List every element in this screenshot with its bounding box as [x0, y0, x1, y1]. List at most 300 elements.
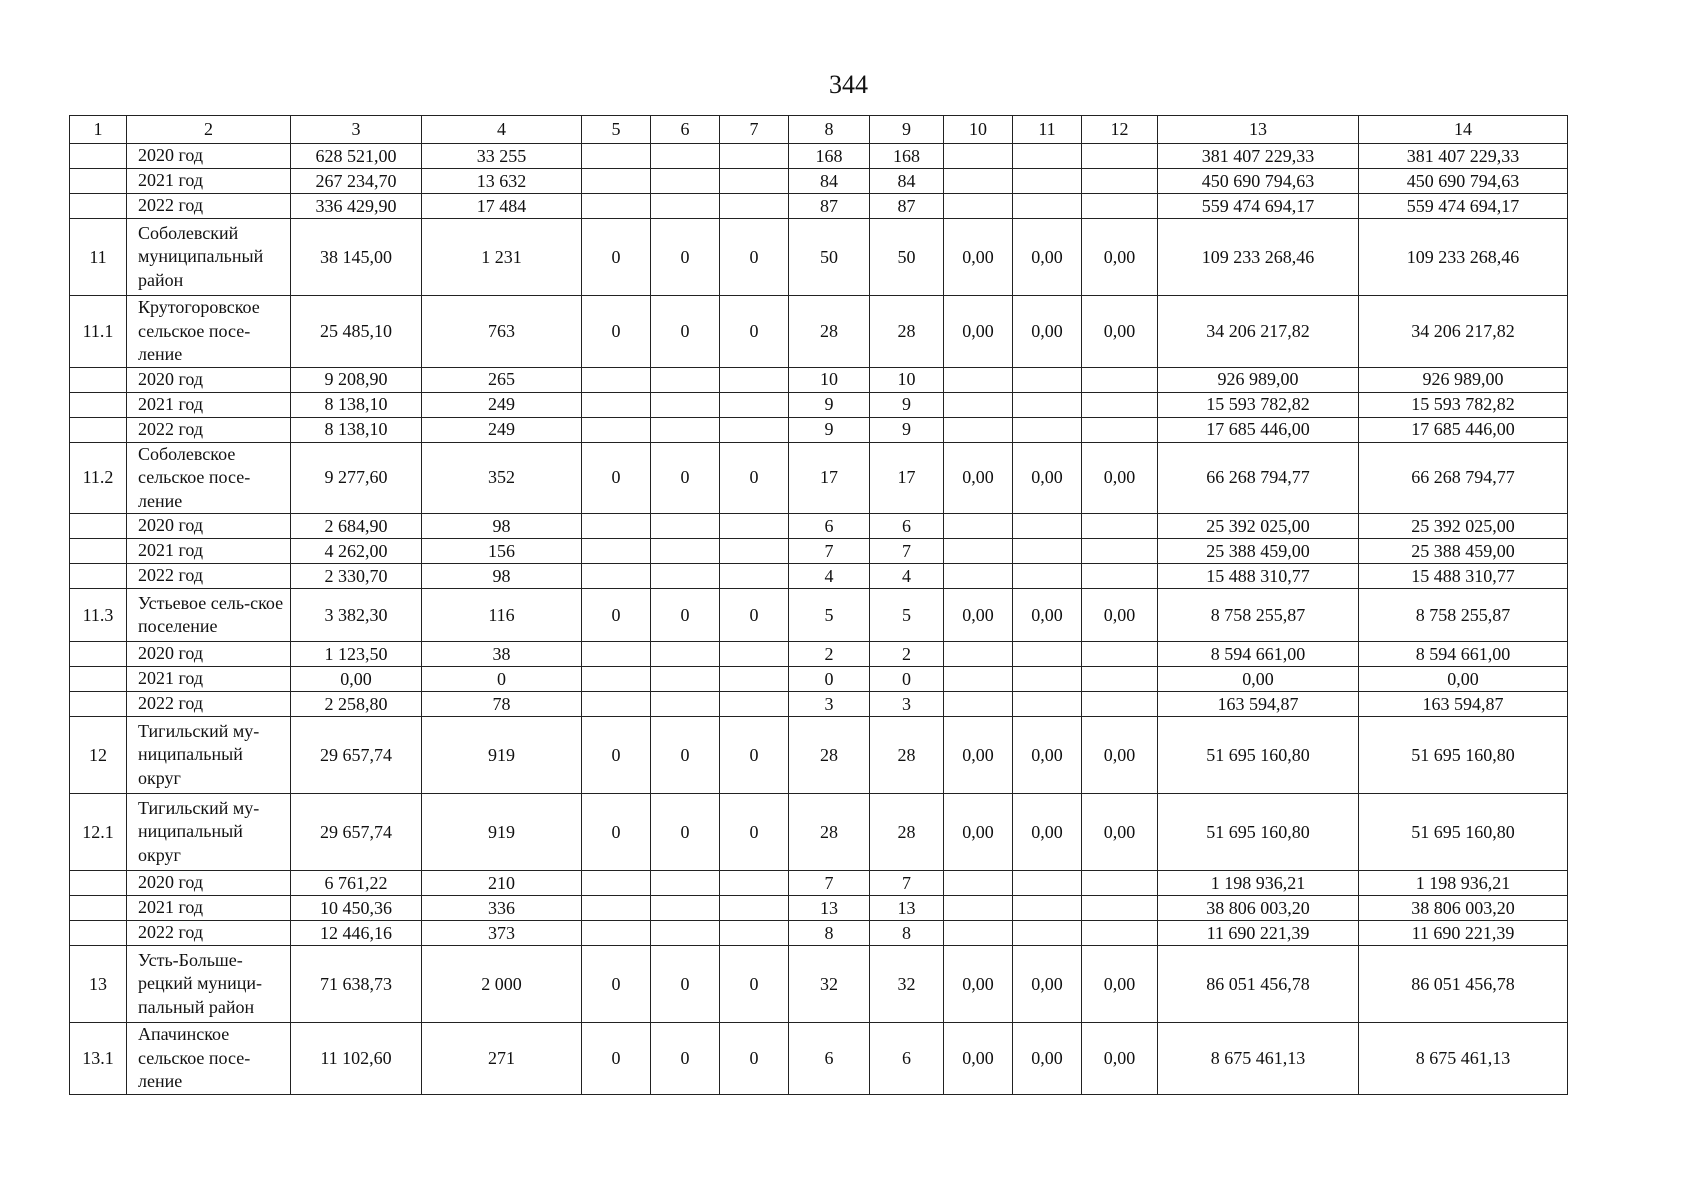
table-cell	[651, 144, 720, 169]
table-cell	[1013, 896, 1082, 921]
table-cell	[1013, 667, 1082, 692]
table-cell: 156	[422, 539, 582, 564]
table-cell: 3	[789, 692, 870, 717]
row-number-cell	[70, 564, 127, 589]
table-cell: 34 206 217,82	[1359, 296, 1568, 368]
table-cell	[720, 514, 789, 539]
table-cell: 11 690 221,39	[1158, 921, 1359, 946]
name-cell: 2020 год	[127, 871, 291, 896]
table-cell	[1082, 896, 1158, 921]
table-cell: 51 695 160,80	[1359, 794, 1568, 871]
table-cell: 210	[422, 871, 582, 896]
table-cell: 15 488 310,77	[1158, 564, 1359, 589]
table-cell: 5	[870, 589, 944, 642]
table-cell: 78	[422, 692, 582, 717]
table-cell: 0,00	[944, 296, 1013, 368]
year-row	[70, 367, 1568, 392]
table-cell: 4 262,00	[291, 539, 422, 564]
year-row	[70, 564, 1568, 589]
table-cell	[1082, 392, 1158, 417]
table-cell: 3	[870, 692, 944, 717]
table-cell	[1013, 392, 1082, 417]
table-cell: 2	[870, 642, 944, 667]
table-cell: 28	[870, 794, 944, 871]
table-cell: 2 330,70	[291, 564, 422, 589]
table-cell: 0	[720, 589, 789, 642]
table-cell	[944, 564, 1013, 589]
row-number-cell	[70, 642, 127, 667]
table-cell	[582, 896, 651, 921]
table-cell: 450 690 794,63	[1359, 169, 1568, 194]
table-cell: 86 051 456,78	[1359, 946, 1568, 1023]
table-cell	[1013, 539, 1082, 564]
table-cell	[582, 539, 651, 564]
table-body	[70, 116, 1568, 1095]
table-cell	[1013, 921, 1082, 946]
name-cell: 2021 год	[127, 667, 291, 692]
table-cell: 0	[720, 296, 789, 368]
table-cell: 38 806 003,20	[1359, 896, 1568, 921]
table-cell: 15 593 782,82	[1359, 392, 1568, 417]
table-cell: 559 474 694,17	[1158, 194, 1359, 219]
table-cell: 34 206 217,82	[1158, 296, 1359, 368]
table-cell: 0,00	[1082, 589, 1158, 642]
table-cell	[720, 169, 789, 194]
table-cell	[1082, 539, 1158, 564]
table-cell	[1013, 417, 1082, 442]
table-cell	[1013, 169, 1082, 194]
row-number-cell	[70, 194, 127, 219]
table-cell	[944, 367, 1013, 392]
row-number-cell: 11.3	[70, 589, 127, 642]
table-cell: 8 675 461,13	[1359, 1023, 1568, 1095]
table-cell	[582, 367, 651, 392]
table-cell	[944, 692, 1013, 717]
table-cell: 1 198 936,21	[1359, 871, 1568, 896]
table-cell	[720, 194, 789, 219]
table-cell: 0,00	[1158, 667, 1359, 692]
name-cell: 2021 год	[127, 392, 291, 417]
table-cell	[1082, 667, 1158, 692]
name-cell: 2022 год	[127, 921, 291, 946]
table-cell: 163 594,87	[1359, 692, 1568, 717]
table-cell	[720, 144, 789, 169]
territory-row	[70, 219, 1568, 296]
table-cell: 0,00	[1013, 219, 1082, 296]
table-cell: 11 690 221,39	[1359, 921, 1568, 946]
row-number-cell: 12	[70, 717, 127, 794]
year-row	[70, 144, 1568, 169]
table-cell: 0,00	[1013, 1023, 1082, 1095]
table-cell	[1013, 367, 1082, 392]
table-cell	[944, 514, 1013, 539]
year-row	[70, 514, 1568, 539]
table-cell: 0,00	[944, 794, 1013, 871]
table-cell: 0	[651, 442, 720, 514]
table-cell	[651, 692, 720, 717]
table-cell: 267 234,70	[291, 169, 422, 194]
table-cell	[582, 194, 651, 219]
column-header: 2	[127, 116, 291, 144]
column-header: 12	[1082, 116, 1158, 144]
table-cell: 0,00	[1082, 296, 1158, 368]
row-number-cell	[70, 367, 127, 392]
table-cell: 0	[582, 946, 651, 1023]
table-cell: 0,00	[944, 589, 1013, 642]
year-row	[70, 169, 1568, 194]
table-cell: 926 989,00	[1158, 367, 1359, 392]
table-cell: 10	[789, 367, 870, 392]
name-cell: 2022 год	[127, 692, 291, 717]
name-cell: 2022 год	[127, 564, 291, 589]
year-row	[70, 871, 1568, 896]
row-number-cell: 12.1	[70, 794, 127, 871]
table-cell	[582, 392, 651, 417]
table-cell: 10	[870, 367, 944, 392]
table-cell: 8	[789, 921, 870, 946]
row-number-cell: 13	[70, 946, 127, 1023]
year-row	[70, 539, 1568, 564]
table-cell	[651, 921, 720, 946]
table-cell: 28	[870, 296, 944, 368]
table-cell: 0,00	[1082, 794, 1158, 871]
table-cell: 0	[582, 717, 651, 794]
name-cell: Апачинское сельское посе-ление	[127, 1023, 291, 1095]
table-cell: 628 521,00	[291, 144, 422, 169]
table-cell	[720, 871, 789, 896]
table-cell: 0,00	[291, 667, 422, 692]
table-cell	[1013, 194, 1082, 219]
table-cell: 84	[870, 169, 944, 194]
table-cell: 25 392 025,00	[1359, 514, 1568, 539]
table-cell: 8 758 255,87	[1359, 589, 1568, 642]
table-cell: 336	[422, 896, 582, 921]
table-cell: 6 761,22	[291, 871, 422, 896]
table-cell: 9 208,90	[291, 367, 422, 392]
table-cell: 6	[789, 514, 870, 539]
territory-row	[70, 1023, 1568, 1095]
table-cell	[1082, 367, 1158, 392]
table-cell	[1013, 692, 1082, 717]
table-cell: 4	[789, 564, 870, 589]
name-cell: 2020 год	[127, 144, 291, 169]
table-cell: 0	[870, 667, 944, 692]
table-cell: 3 382,30	[291, 589, 422, 642]
table-cell	[720, 367, 789, 392]
table-cell: 8 138,10	[291, 392, 422, 417]
table-cell	[944, 921, 1013, 946]
column-header: 13	[1158, 116, 1359, 144]
table-cell	[1082, 692, 1158, 717]
table-cell: 13	[870, 896, 944, 921]
table-cell	[1013, 871, 1082, 896]
table-cell: 12 446,16	[291, 921, 422, 946]
table-cell: 7	[870, 871, 944, 896]
table-cell: 25 392 025,00	[1158, 514, 1359, 539]
row-number-cell	[70, 667, 127, 692]
territory-row	[70, 946, 1568, 1023]
table-cell	[651, 194, 720, 219]
table-cell: 6	[870, 1023, 944, 1095]
table-cell: 0	[720, 219, 789, 296]
table-cell	[651, 169, 720, 194]
table-cell: 17 484	[422, 194, 582, 219]
table-cell	[1013, 144, 1082, 169]
table-cell: 919	[422, 717, 582, 794]
table-cell: 163 594,87	[1158, 692, 1359, 717]
name-cell: 2020 год	[127, 642, 291, 667]
table-cell: 373	[422, 921, 582, 946]
table-cell	[944, 392, 1013, 417]
table-cell: 381 407 229,33	[1359, 144, 1568, 169]
name-cell: 2022 год	[127, 194, 291, 219]
row-number-cell: 11.1	[70, 296, 127, 368]
table-cell: 33 255	[422, 144, 582, 169]
name-cell: Соболевский муниципальный район	[127, 219, 291, 296]
table-cell: 0,00	[1013, 442, 1082, 514]
table-cell: 0	[651, 589, 720, 642]
table-cell: 25 485,10	[291, 296, 422, 368]
table-cell	[1082, 144, 1158, 169]
row-number-cell	[70, 539, 127, 564]
column-header: 4	[422, 116, 582, 144]
table-cell: 450 690 794,63	[1158, 169, 1359, 194]
table-cell: 0	[720, 442, 789, 514]
table-cell: 9	[870, 417, 944, 442]
table-cell: 87	[870, 194, 944, 219]
table-cell: 2 684,90	[291, 514, 422, 539]
table-cell: 0	[651, 296, 720, 368]
table-cell	[1082, 642, 1158, 667]
table-cell: 763	[422, 296, 582, 368]
year-row	[70, 417, 1568, 442]
table-cell: 1 231	[422, 219, 582, 296]
table-cell: 0,00	[1082, 219, 1158, 296]
column-header: 8	[789, 116, 870, 144]
territory-row	[70, 589, 1568, 642]
table-cell	[720, 417, 789, 442]
table-cell	[944, 194, 1013, 219]
table-cell: 109 233 268,46	[1359, 219, 1568, 296]
table-cell: 6	[789, 1023, 870, 1095]
table-cell	[651, 896, 720, 921]
table-cell: 271	[422, 1023, 582, 1095]
column-header: 5	[582, 116, 651, 144]
table-cell: 25 388 459,00	[1158, 539, 1359, 564]
table-cell: 15 593 782,82	[1158, 392, 1359, 417]
table-cell: 7	[870, 539, 944, 564]
table-cell: 0,00	[1013, 589, 1082, 642]
table-cell: 0	[582, 589, 651, 642]
table-cell: 17	[789, 442, 870, 514]
table-cell	[720, 539, 789, 564]
table-cell: 29 657,74	[291, 717, 422, 794]
table-cell: 8	[870, 921, 944, 946]
table-cell: 32	[870, 946, 944, 1023]
table-cell	[944, 144, 1013, 169]
table-cell: 0	[582, 296, 651, 368]
table-cell: 0,00	[944, 219, 1013, 296]
table-cell: 9	[789, 417, 870, 442]
year-row	[70, 194, 1568, 219]
table-cell	[720, 392, 789, 417]
table-cell: 0,00	[944, 1023, 1013, 1095]
territory-row	[70, 717, 1568, 794]
table-cell: 8 675 461,13	[1158, 1023, 1359, 1095]
table-cell	[582, 564, 651, 589]
table-cell	[651, 392, 720, 417]
table-cell: 28	[789, 296, 870, 368]
table-cell: 336 429,90	[291, 194, 422, 219]
table-cell	[1013, 642, 1082, 667]
table-cell: 0,00	[1013, 717, 1082, 794]
row-number-cell: 13.1	[70, 1023, 127, 1095]
table-cell: 0,00	[1082, 1023, 1158, 1095]
table-cell: 7	[789, 871, 870, 896]
table-cell: 84	[789, 169, 870, 194]
table-cell: 28	[789, 794, 870, 871]
table-cell	[1082, 921, 1158, 946]
row-number-cell	[70, 871, 127, 896]
column-header: 3	[291, 116, 422, 144]
table-cell: 25 388 459,00	[1359, 539, 1568, 564]
table-cell	[651, 871, 720, 896]
column-header: 11	[1013, 116, 1082, 144]
table-cell: 4	[870, 564, 944, 589]
table-cell: 50	[870, 219, 944, 296]
table-cell: 249	[422, 417, 582, 442]
table-cell	[720, 564, 789, 589]
table-cell: 0	[720, 946, 789, 1023]
table-cell: 98	[422, 514, 582, 539]
table-cell: 11 102,60	[291, 1023, 422, 1095]
table-cell: 51 695 160,80	[1359, 717, 1568, 794]
table-cell: 0	[582, 219, 651, 296]
name-cell: 2020 год	[127, 514, 291, 539]
table-cell: 10 450,36	[291, 896, 422, 921]
row-number-cell: 11	[70, 219, 127, 296]
table-cell: 98	[422, 564, 582, 589]
table-cell: 51 695 160,80	[1158, 717, 1359, 794]
table-cell	[1082, 871, 1158, 896]
name-cell: 2021 год	[127, 896, 291, 921]
table-cell: 15 488 310,77	[1359, 564, 1568, 589]
table-cell	[944, 667, 1013, 692]
table-cell	[582, 667, 651, 692]
table-cell	[944, 169, 1013, 194]
row-number-cell	[70, 692, 127, 717]
table-cell	[582, 871, 651, 896]
table-cell: 87	[789, 194, 870, 219]
year-row	[70, 896, 1568, 921]
table-cell: 0,00	[944, 717, 1013, 794]
table-cell: 5	[789, 589, 870, 642]
table-cell: 2 000	[422, 946, 582, 1023]
table-cell	[582, 514, 651, 539]
table-cell: 9 277,60	[291, 442, 422, 514]
table-cell: 0,00	[1082, 946, 1158, 1023]
table-cell: 0,00	[1013, 296, 1082, 368]
year-row	[70, 642, 1568, 667]
row-number-cell	[70, 169, 127, 194]
table-cell: 28	[870, 717, 944, 794]
table-cell	[582, 417, 651, 442]
table-cell: 28	[789, 717, 870, 794]
table-cell	[1082, 514, 1158, 539]
name-cell: Усть-Больше-рецкий муници-пальный район	[127, 946, 291, 1023]
table-cell	[651, 367, 720, 392]
table-cell	[582, 169, 651, 194]
name-cell: 2022 год	[127, 417, 291, 442]
table-cell: 0,00	[944, 946, 1013, 1023]
year-row	[70, 392, 1568, 417]
table-cell: 7	[789, 539, 870, 564]
table-cell: 1 123,50	[291, 642, 422, 667]
table-cell: 13	[789, 896, 870, 921]
name-cell: 2021 год	[127, 169, 291, 194]
table-cell	[1082, 564, 1158, 589]
table-cell: 8 594 661,00	[1359, 642, 1568, 667]
table-cell: 32	[789, 946, 870, 1023]
row-number-cell	[70, 896, 127, 921]
table-cell	[582, 144, 651, 169]
name-cell: Тигильский му-ниципальный округ	[127, 794, 291, 871]
column-header: 6	[651, 116, 720, 144]
table-cell: 0	[720, 794, 789, 871]
column-header: 14	[1359, 116, 1568, 144]
table-cell: 50	[789, 219, 870, 296]
table-cell	[1082, 194, 1158, 219]
name-cell: Устьевое сель-ское поселение	[127, 589, 291, 642]
table-cell: 168	[870, 144, 944, 169]
table-cell: 29 657,74	[291, 794, 422, 871]
table-cell: 38 806 003,20	[1158, 896, 1359, 921]
table-cell	[944, 871, 1013, 896]
table-cell	[651, 564, 720, 589]
table-cell	[1013, 514, 1082, 539]
table-cell: 0	[582, 794, 651, 871]
table-cell	[651, 514, 720, 539]
table-cell	[582, 921, 651, 946]
table-cell: 116	[422, 589, 582, 642]
table-cell: 0,00	[1013, 794, 1082, 871]
table-cell: 265	[422, 367, 582, 392]
page-number: 344	[829, 70, 868, 99]
table-cell: 66 268 794,77	[1359, 442, 1568, 514]
table-cell	[582, 692, 651, 717]
table-cell: 168	[789, 144, 870, 169]
table-cell: 17 685 446,00	[1359, 417, 1568, 442]
table-cell	[720, 921, 789, 946]
table-cell: 66 268 794,77	[1158, 442, 1359, 514]
row-number-cell	[70, 921, 127, 946]
table-cell	[651, 667, 720, 692]
table-cell	[720, 692, 789, 717]
table-cell: 38 145,00	[291, 219, 422, 296]
column-header: 9	[870, 116, 944, 144]
name-cell: 2021 год	[127, 539, 291, 564]
territory-row	[70, 442, 1568, 514]
name-cell: Соболевское сельское посе-ление	[127, 442, 291, 514]
table-cell: 13 632	[422, 169, 582, 194]
column-header: 7	[720, 116, 789, 144]
table-cell: 0	[651, 794, 720, 871]
table-cell: 0,00	[1082, 442, 1158, 514]
table-cell: 9	[789, 392, 870, 417]
table-cell: 0	[789, 667, 870, 692]
table-cell	[944, 539, 1013, 564]
territory-row	[70, 296, 1568, 368]
